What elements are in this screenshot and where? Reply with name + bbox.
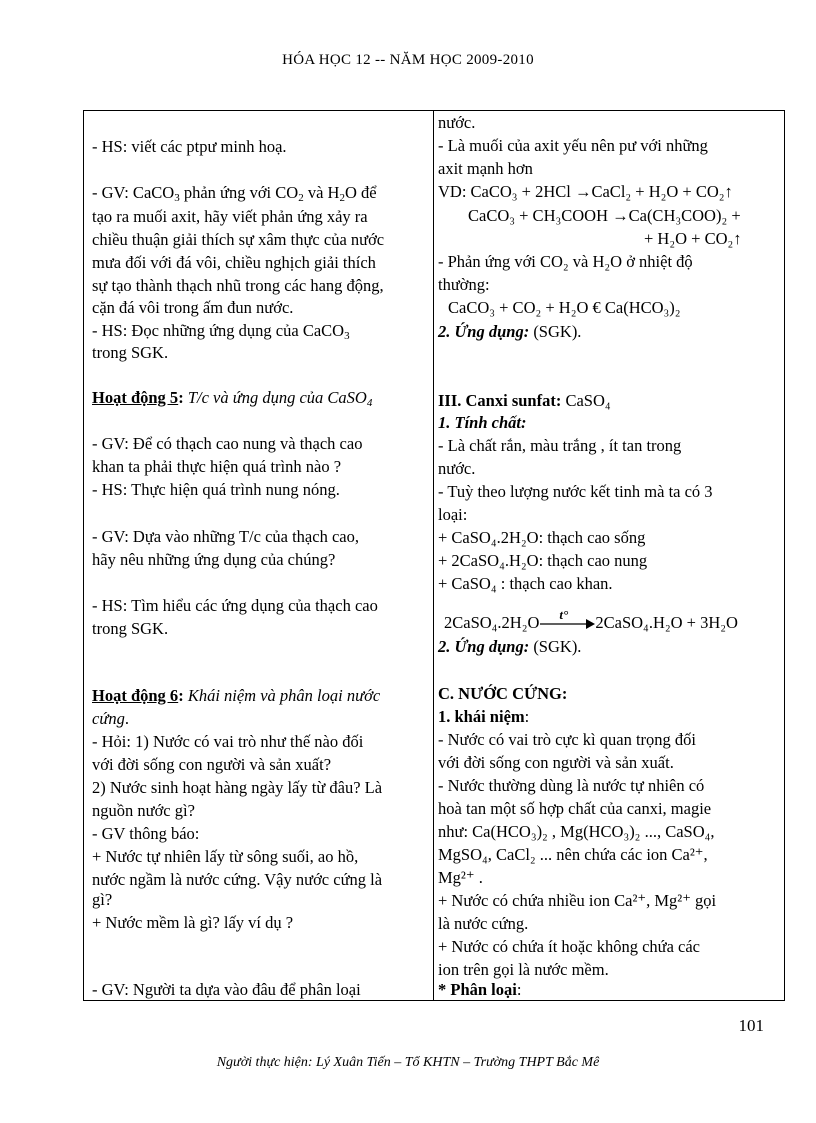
right-line: MgSO₄, CaCl₂ ... nên chứa các ion Ca²⁺, — [438, 845, 708, 864]
page-footer: Người thực hiện: Lý Xuân Tiến – Tổ KHTN – Trường THPT Bắc Mê — [216, 1055, 600, 1070]
right-line: + CaSO₄ : thạch cao khan. — [438, 574, 613, 593]
subsection-heading: 1. Tính chất: — [438, 413, 527, 432]
left-line: trong SGK. — [92, 619, 169, 638]
left-line: trong SGK. — [92, 343, 169, 362]
left-line: - GV thông báo: — [92, 824, 200, 843]
left-line: hãy nêu những ứng dụng của chúng? — [92, 550, 336, 569]
lesson-table — [83, 110, 785, 1001]
right-line: 2. Ứng dụng: (SGK). — [438, 637, 582, 656]
equation: CaCO₃ + CO₂ + H₂O € Ca(HCO₃)₂ — [448, 298, 681, 317]
left-line: - GV: Để có thạch cao nung và thạch cao — [92, 434, 363, 453]
right-line: + Nước có chứa nhiều ion Ca²⁺, Mg²⁺ gọi — [438, 891, 717, 910]
right-line: như: Ca(HCO₃)₂ , Mg(HCO₃)₂ ..., CaSO₄, — [438, 822, 715, 841]
left-line: khan ta phải thực hiện quá trình nào ? — [92, 457, 342, 476]
right-line: - Phản ứng với CO₂ và H₂O ở nhiệt độ — [438, 252, 693, 271]
right-line: - Là muối của axit yếu nên pư với những — [438, 136, 708, 155]
section-heading: C. NƯỚC CỨNG: — [438, 684, 568, 703]
right-line: - Nước có vai trò cực kì quan trọng đối — [438, 730, 696, 749]
right-line: Mg²⁺ . — [438, 868, 483, 887]
left-line: với đời sống con người và sản xuất? — [92, 755, 332, 774]
right-line: + Nước có chứa ít hoặc không chứa các — [438, 937, 701, 956]
left-line: - HS: Thực hiện quá trình nung nóng. — [92, 480, 340, 499]
right-line: 2. Ứng dụng: (SGK). — [438, 322, 582, 341]
left-line: - HS: Đọc những ứng dụng của CaCO$_3$ — [92, 321, 350, 342]
left-line: - Hỏi: 1) Nước có vai trò như thế nào đối — [92, 732, 364, 751]
right-line: với đời sống con người và sản xuất. — [438, 753, 674, 772]
right-line: là nước cứng. — [438, 914, 529, 933]
equation: CaCO₃ + CH₃COOH →Ca(CH₃COO)₂ + — [468, 206, 741, 225]
left-line: tạo ra muối axit, hãy viết phản ứng xảy ra — [92, 207, 368, 226]
activity-6-heading: Hoạt động 6: Khái niệm và phân loại nước — [92, 686, 381, 705]
section-heading: III. Canxi sunfat: CaSO₄ — [438, 391, 611, 410]
right-line: loại: — [438, 505, 468, 524]
left-line: cặn đá vôi trong ấm đun nước. — [92, 298, 294, 317]
left-line: mưa đối với đá vôi, chiều nghịch giải thích — [92, 253, 376, 272]
left-line: gì? — [92, 890, 113, 909]
left-line: + Nước tự nhiên lấy từ sông suối, ao hồ, — [92, 847, 359, 866]
right-line: thường: — [438, 275, 490, 294]
equation: + H₂O + CO₂↑ — [644, 229, 742, 248]
equation: VD: CaCO₃ + 2HCl →CaCl₂ + H₂O + CO₂↑ — [438, 182, 733, 201]
activity-5-heading: Hoạt động 5: T/c và ứng dụng của CaSO$_4$ — [92, 388, 373, 409]
left-line: - GV: Dựa vào những T/c của thạch cao, — [92, 527, 359, 546]
right-line: - Nước thường dùng là nước tự nhiên có — [438, 776, 705, 795]
right-line: + CaSO₄.2H₂O: thạch cao sống — [438, 528, 646, 547]
page-number: 101 — [738, 1016, 764, 1035]
right-line: nước. — [438, 113, 476, 132]
page-header: HÓA HỌC 12 -- NĂM HỌC 2009-2010 — [282, 52, 534, 68]
left-line: - GV: Người ta dựa vào đâu để phân loại — [92, 980, 361, 999]
activity-6-heading-cont: cứng. — [92, 709, 129, 728]
right-line: ion trên gọi là nước mềm. — [438, 960, 609, 979]
reaction-arrow-icon — [539, 617, 595, 631]
content-column — [434, 111, 785, 1001]
right-line: nước. — [438, 459, 476, 478]
right-line: - Tuỳ theo lượng nước kết tinh mà ta có 3 — [438, 482, 713, 501]
teacher-student-column — [84, 111, 434, 1001]
left-line: - HS: Tìm hiểu các ứng dụng của thạch cao — [92, 596, 378, 615]
classification-heading: * Phân loại: — [438, 980, 522, 999]
right-line: + 2CaSO₄.H₂O: thạch cao nung — [438, 551, 648, 570]
left-line: - HS: viết các ptpư minh hoạ. — [92, 137, 287, 156]
left-line: sự tạo thành thạch nhũ trong các hang động, — [92, 276, 384, 295]
right-line: hoà tan một số hợp chất của canxi, magie — [438, 799, 712, 818]
left-line: 2) Nước sinh hoạt hàng ngày lấy từ đâu? Là — [92, 778, 383, 797]
left-line: chiều thuận giải thích sự xâm thực của nước — [92, 230, 385, 249]
subsection-heading: 1. khái niệm: — [438, 707, 530, 726]
left-line: nước ngầm là nước cứng. Vậy nước cứng là — [92, 870, 383, 889]
left-line: + Nước mềm là gì? lấy ví dụ ? — [92, 913, 294, 932]
left-line: nguồn nước gì? — [92, 801, 195, 820]
right-line: axit mạnh hơn — [438, 159, 533, 178]
right-line: - Là chất rắn, màu trắng , ít tan trong — [438, 436, 682, 455]
left-line: - GV: CaCO$_3$ phản ứng với $CO_2$ và $H_2O$ để — [92, 183, 377, 204]
dehydration-equation: 2CaSO₄.2H₂O t° 2CaSO₄.H₂O + 3H₂O — [444, 607, 738, 632]
